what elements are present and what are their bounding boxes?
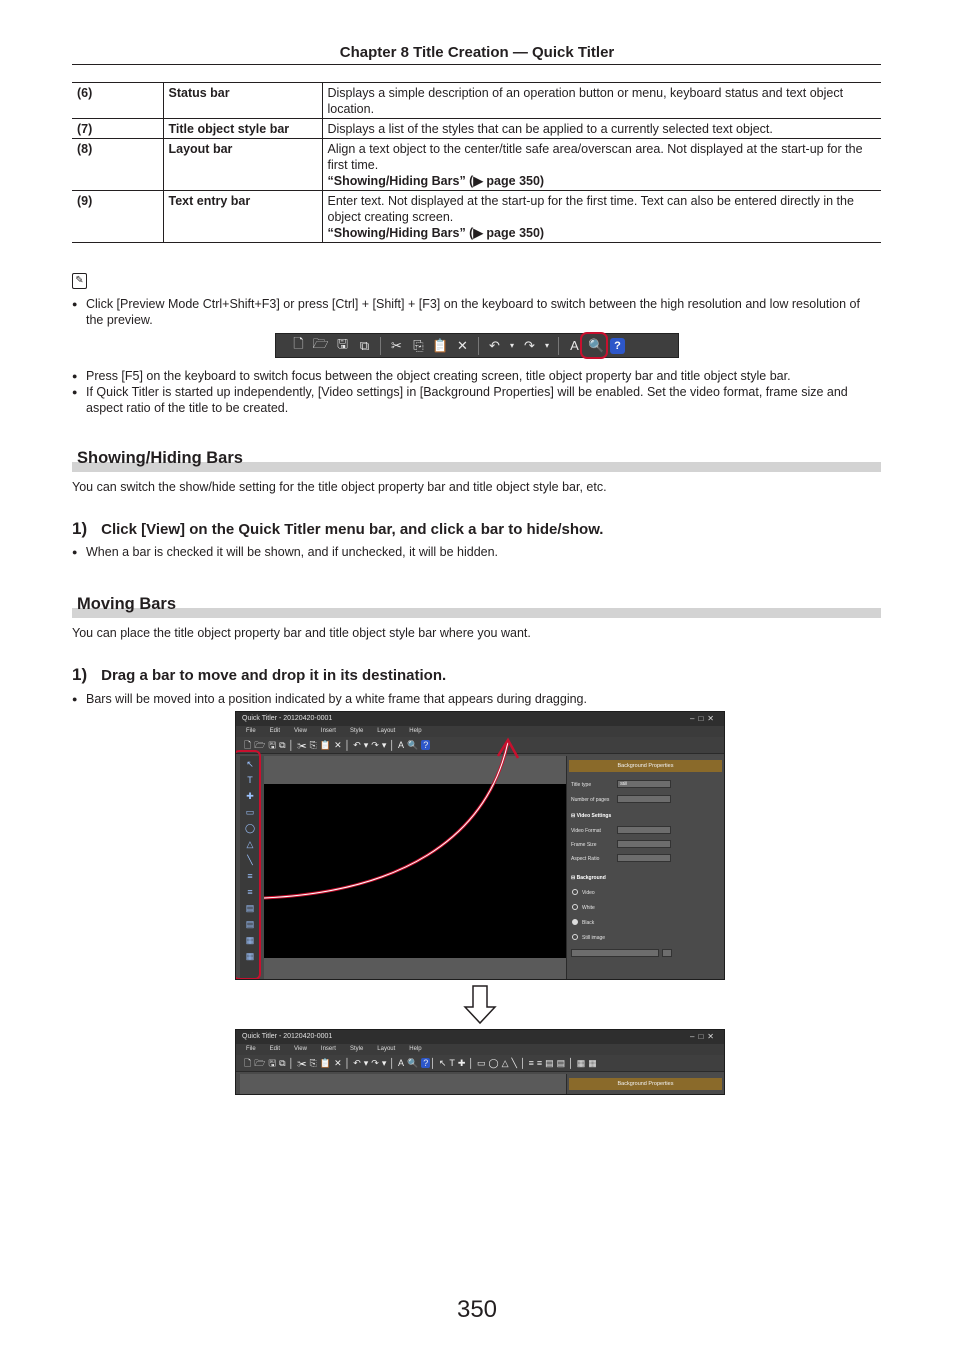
quick-titler-window-after (235, 1029, 725, 1095)
frame-size-label: Frame Size (571, 842, 597, 848)
menu-view[interactable]: View (294, 1046, 307, 1052)
row-number: (9) (72, 191, 163, 243)
step-bullet: ● When a bar is checked it will be shown, and if unchecked, it will be hidden. (72, 545, 499, 559)
row-name: Title object style bar (163, 119, 322, 139)
cut-icon: ✂ (391, 337, 402, 353)
drag-arrow (236, 712, 725, 980)
step-bullet: ● Bars will be moved into a position indicated by a white frame that appears during dragging. (72, 692, 587, 706)
row-number: (8) (72, 139, 163, 191)
note-bullet: ● Press [F5] on the keyboard to switch focus between the object creating screen, title object property bar and title object style bar. (72, 369, 791, 383)
menu-layout[interactable]: Layout (377, 728, 396, 734)
table-row (72, 139, 881, 191)
background-properties-panel (566, 1074, 725, 1095)
page-reference-link[interactable]: “Showing/Hiding Bars” (▶ page 350) (327, 174, 545, 188)
table-row (72, 83, 881, 119)
video-format-label: Video Format (571, 828, 601, 834)
delete-icon: ✕ (457, 337, 468, 353)
page-number: 350 (456, 1296, 498, 1323)
pages-label: Number of pages (571, 797, 610, 803)
menu-edit[interactable]: Edit (269, 1046, 281, 1052)
text-style-icon: A (570, 338, 579, 353)
help-icon: ? (610, 338, 625, 354)
main-toolbar: 🗋🗁🖫⧉│✂⎘📋✕│↶▾↷▾│A🔍 ? │↖T✚│▭◯△╲│≡≡▤▤│▦▦ (236, 1055, 724, 1072)
row-name: Layout bar (163, 139, 322, 191)
save-as-icon: ⧉ (359, 337, 370, 353)
row-number: (6) (72, 83, 163, 119)
aspect-ratio-label: Aspect Ratio (571, 856, 600, 862)
menu-help[interactable]: Help (409, 728, 422, 734)
toolbar-divider (380, 337, 381, 355)
step: 1) Drag a bar to move and drop it in its destination. (72, 665, 447, 684)
header-rule (72, 64, 881, 65)
title-type-select[interactable]: Still (617, 780, 671, 788)
window-titlebar: Quick Titler - 20120420-0001 –□✕ (236, 1030, 724, 1044)
radio-black[interactable]: Black (572, 919, 594, 926)
window-titlebar: Quick Titler - 20120420-0001 –□✕ (236, 712, 724, 726)
main-toolbar: 🗋🗁🖫⧉│✂⎘📋✕│↶▾↷▾│A🔍 ? (236, 737, 724, 754)
radio-still-image[interactable]: Still image (572, 934, 605, 941)
panel-title: Background Properties (569, 760, 722, 772)
highlight-ring (580, 332, 608, 359)
table-row (72, 119, 881, 139)
table-row (72, 191, 881, 243)
title-object-property-bar[interactable]: ↖ T ✚ ▭ ◯ △ ╲ ≡ ≡ ▤ ▤ ▦ ▦ (240, 756, 260, 978)
toolbar-image (275, 333, 679, 358)
menu-style[interactable]: Style (349, 1046, 364, 1052)
row-number: (7) (72, 119, 163, 139)
down-arrow-icon (463, 985, 497, 1025)
save-icon: 🖫 (336, 335, 349, 351)
note-icon: ✎ (72, 273, 87, 289)
toolbar-divider (478, 337, 479, 355)
section-title: Moving Bars (77, 595, 177, 613)
canvas-area (240, 1074, 566, 1095)
panel-title: Background Properties (569, 1078, 722, 1090)
menu-file[interactable]: File (246, 1046, 256, 1052)
quick-titler-window-before (235, 711, 725, 980)
undo-icon: ↶ (489, 337, 500, 353)
menu-layout[interactable]: Layout (377, 1046, 396, 1052)
note-bullet: ● Click [Preview Mode Ctrl+Shift+F3] or press [Ctrl] + [Shift] + [F3] on the keyboard to switch between the high resolution and low resolution of the preview. (72, 297, 860, 327)
title-type-label: Title type (571, 782, 592, 788)
menu-view[interactable]: View (294, 728, 307, 734)
section-bar (72, 608, 881, 618)
bars-table (72, 82, 881, 243)
open-icon: 🗁 (312, 335, 329, 351)
section-title: Showing/Hiding Bars (77, 449, 243, 467)
dropdown-icon: ▾ (544, 341, 549, 350)
menu-edit[interactable]: Edit (269, 728, 281, 734)
menu-help[interactable]: Help (409, 1046, 422, 1052)
row-description: Align a text object to the center/title safe area/overscan area. Not displayed at the start-up for the first time. “Showing/Hiding Bars” (▶ page 350) (322, 139, 881, 191)
menu-bar (236, 1044, 724, 1055)
row-description: Displays a simple description of an operation button or menu, keyboard status and text object location. (322, 83, 881, 119)
menu-style[interactable]: Style (349, 728, 364, 734)
paste-icon: 📋 (432, 337, 449, 353)
preview-mode-icon: 🔍 (588, 337, 605, 353)
video-settings-section[interactable]: ⊟ Video Settings (571, 813, 612, 819)
page-reference-link[interactable]: “Showing/Hiding Bars” (▶ page 350) (327, 226, 545, 240)
row-name: Status bar (163, 83, 322, 119)
menu-insert[interactable]: Insert (320, 728, 336, 734)
menu-insert[interactable]: Insert (320, 1046, 336, 1052)
row-description: Displays a list of the styles that can be applied to a currently selected text object. (322, 119, 881, 139)
menu-file[interactable]: File (246, 728, 256, 734)
toolbar-divider (558, 337, 559, 355)
dropdown-icon: ▾ (509, 341, 514, 350)
section-intro: You can switch the show/hide setting for the title object property bar and title object style bar, etc. (72, 480, 607, 494)
step: 1) Click [View] on the Quick Titler menu bar, and click a bar to hide/show. (72, 519, 604, 538)
redo-icon: ↷ (524, 337, 535, 353)
background-section[interactable]: ⊟ Background (571, 875, 606, 881)
radio-video[interactable]: Video (572, 889, 595, 896)
copy-icon: ⎘ (413, 337, 424, 353)
note-bullet: ● If Quick Titler is started up independently, [Video settings] in [Background Properties] will be enabled. Set the video format, frame size and aspect ratio of the title to be created. (72, 385, 848, 415)
radio-white[interactable]: White (572, 904, 595, 911)
section-intro: You can place the title object property bar and title object style bar where you want. (72, 626, 531, 640)
chapter-header: Chapter 8 Title Creation — Quick Titler (339, 44, 615, 61)
new-icon: 🗋 (293, 335, 304, 351)
row-name: Text entry bar (163, 191, 322, 243)
row-description: Enter text. Not displayed at the start-up for the first time. Text can also be entered directly in the object creating screen. “Showing/Hiding Bars” (▶ page 350) (322, 191, 881, 243)
